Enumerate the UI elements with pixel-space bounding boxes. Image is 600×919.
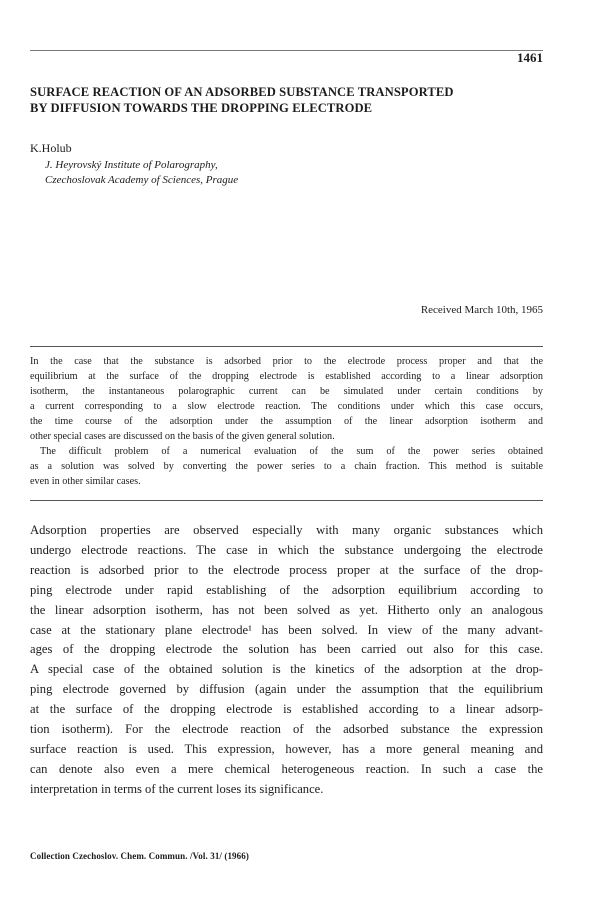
body-line: interpretation in terms of the current loses its significance.: [30, 781, 324, 796]
body-line: ping electrode governed by diffusion (again under the assumption that the equilibrium: [30, 682, 543, 697]
abstract-line: The difficult problem of a numerical evaluation of the sum of the power series obtained: [40, 446, 543, 457]
affiliation-line: J. Heyrovský Institute of Polarography,: [45, 159, 218, 171]
body-line: the linear adsorption isotherm, has not been solved as yet. Hitherto only an analogous: [30, 602, 543, 617]
abstract-line: isotherm, the instantaneous polarographic current can be simulated under certain conditions by: [30, 386, 543, 397]
affiliation-line: Czechoslovak Academy of Sciences, Prague: [45, 174, 239, 186]
header-rule: [30, 50, 543, 51]
title-line: BY DIFFUSION TOWARDS THE DROPPING ELECTRODE: [30, 101, 373, 115]
body-line: tion isotherm). For the electrode reaction of the adsorbed substance the expression: [30, 722, 543, 737]
received-date: Received March 10th, 1965: [420, 304, 543, 316]
journal-citation: Collection Czechoslov. Chem. Commun. /Vol. 31/ (1966): [30, 851, 249, 861]
body-line: at the surface of the dropping electrode is established according to a linear adsorp-: [30, 702, 543, 717]
body-line: A special case of the obtained solution is the kinetics of the adsorption at the drop-: [30, 662, 543, 677]
abstract-line: even in other similar cases.: [30, 476, 141, 487]
body-line: ages of the dropping electrode the solution has been carried out also for this case.: [30, 642, 543, 657]
abstract-bottom-rule: [30, 500, 543, 501]
abstract-line: as a solution was solved by converting the power series to a chain fraction. This method is suitable: [30, 461, 543, 472]
body-paragraph: [30, 521, 543, 800]
page-number: 1461: [517, 50, 543, 65]
abstract-line: the time course of the adsorption under the assumption of the linear adsorption isotherm and: [30, 416, 543, 427]
body-line: can denote also even a mere chemical heterogeneous reaction. In such a case the: [30, 761, 543, 776]
author-name: K.Holub: [30, 141, 72, 155]
abstract-line: equilibrium at the surface of the dropping electrode is established according to a linear adsorption: [30, 371, 543, 382]
abstract-line: In the case that the substance is adsorbed prior to the electrode process proper and that the: [30, 356, 543, 367]
abstract: [30, 354, 543, 489]
article-title: [30, 84, 550, 116]
body-line: reaction is adsorbed prior to the electrode process proper at the surface of the drop-: [30, 562, 543, 577]
body-line: undergo electrode reactions. The case in which the substance undergoing the electrode: [30, 542, 543, 557]
body-line: ping electrode under rapid establishing of the adsorption equilibrium according to: [30, 582, 543, 597]
body-line: case at the stationary plane electrode¹ has been solved. In view of the many advant-: [30, 622, 543, 637]
author-affiliation: [45, 158, 238, 188]
abstract-line: a current corresponding to a slow electrode reaction. The conditions under which this case occurs,: [30, 401, 543, 412]
body-line: Adsorption properties are observed especially with many organic substances which: [30, 523, 543, 537]
abstract-line: other special cases are discussed on the basis of the given general solution.: [30, 431, 335, 442]
body-line: surface reaction is used. This expression, however, has a more general meaning and: [30, 741, 543, 756]
abstract-top-rule: [30, 346, 543, 347]
title-line: SURFACE REACTION OF AN ADSORBED SUBSTANCE TRANSPORTED: [30, 85, 454, 99]
